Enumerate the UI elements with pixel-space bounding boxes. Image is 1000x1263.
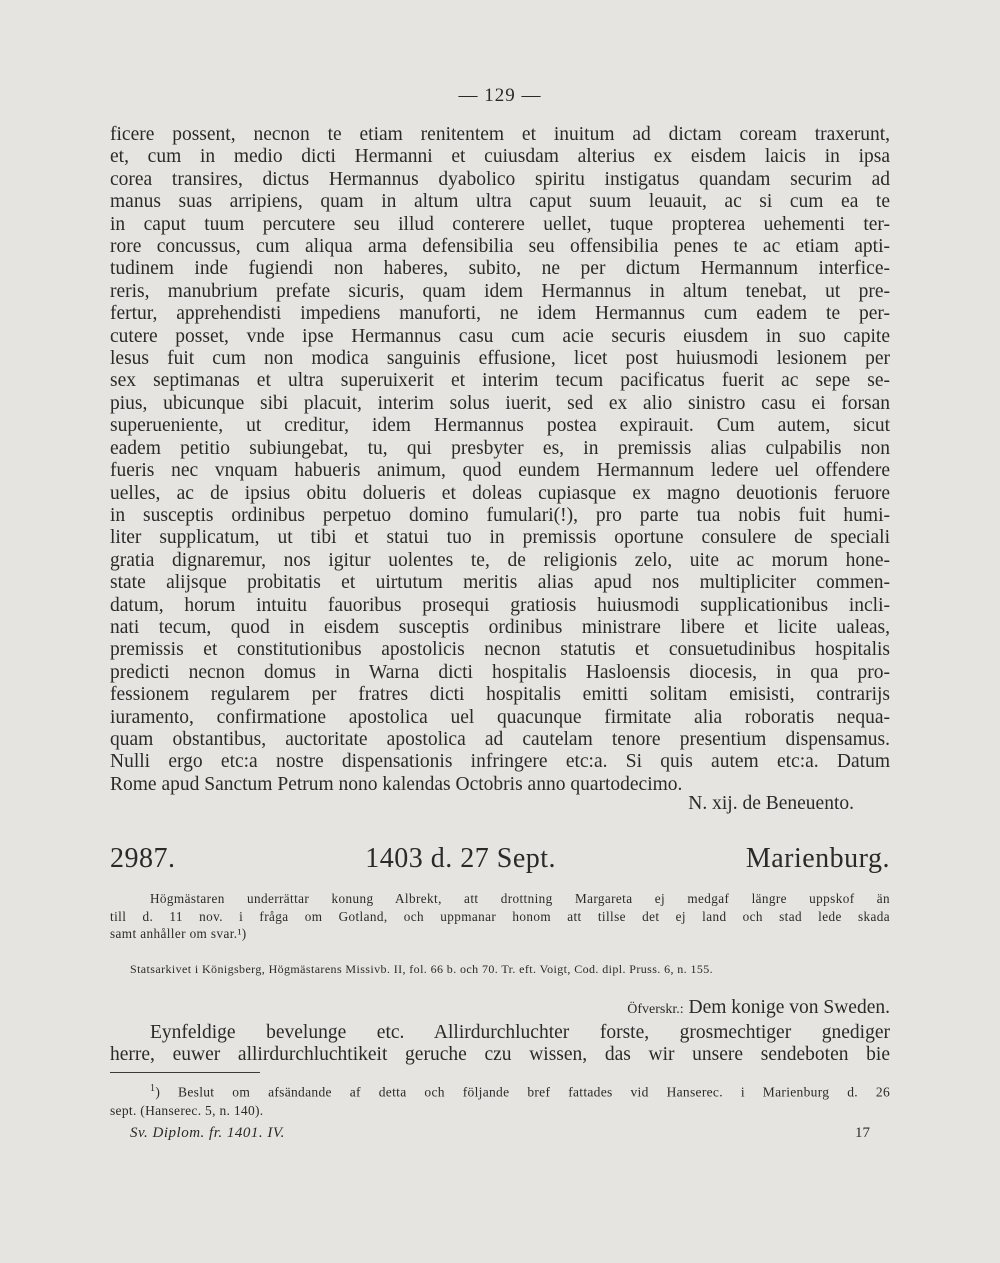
document-number: 2987. (110, 843, 176, 874)
main-latin-text (110, 124, 890, 796)
text-line: eadem petitio subiungebat, tu, qui presbyter es, in premissis alias culpabilis non (110, 437, 890, 459)
text-line: Nulli ergo etc:a nostre dispensationis infringere etc:a. Si quis autem etc:a. Datum (110, 751, 890, 773)
text-line: nati tecum, quod in eisdem susceptis ordinibus ministrare libere et licite ualeas, (110, 616, 890, 638)
text-line: sex septimanas et ultra superuixerit et interim tecum pacificatus fuerit ac sepe se- (110, 370, 890, 392)
page-footer (130, 1125, 870, 1142)
text-line: iuramento, confirmatione apostolica uel quacunque firmitate alia roboratis nequa- (110, 706, 890, 728)
text-line: fertur, apprehendisti impediens manuforti, ne idem Hermannus cum eadem te per- (110, 303, 890, 325)
text-line: superueniente, ut creditur, idem Hermannus postea expirauit. Cum autem, sicut (110, 415, 890, 437)
text-line: Eynfeldige bevelunge etc. Allirdurchluchter forste, grosmechtiger gnediger (150, 1022, 890, 1043)
text-line: corea transires, dictus Hermannus dyabolico spiritu instigatus quandam securim ad (110, 168, 890, 190)
text-line: ficere possent, necnon te etiam renitentem et inuitum ad dictam coream traxerunt, (110, 124, 890, 145)
addressee-prefix: Öfverskr.: (627, 1002, 684, 1017)
text-line: fueris nec vnquam habueris animum, quod eundem Hermannum ledere uel offendere (110, 460, 890, 482)
text-line: manus suas arripiens, quam in altum ultra caput suum leuauit, ac si cum ea te (110, 191, 890, 213)
footnote (110, 1080, 890, 1120)
page-number: — 129 — (458, 85, 542, 106)
text-line: quam obstantibus, auctoritate apostolica ad cautelam tenore presentium dispensamus. (110, 728, 890, 750)
summary-line: Högmästaren underrättar konung Albrekt, att drottning Margareta ej medgaf längre uppskof än (150, 891, 890, 906)
text-line: uelles, ac de ipsius obitu dolueris et doleas cupiasque ex magno deuotionis feruore (110, 482, 890, 504)
summary-line: samt anhåller om svar.¹) (110, 926, 247, 941)
footnote-text: ) Beslut om afsändande af detta och följande bref fattades vid Hanserec. i Marienburg d. 26 (155, 1084, 890, 1100)
text-line: premissis et constitutionibus apostolicis necnon statutis et consuetudinibus hospitalis (110, 639, 890, 661)
summary-line: till d. 11 nov. i fråga om Gotland, och uppmanar honom att tillse det ej land och stad lede skada (110, 908, 890, 924)
text-line: cutere posset, vnde ipse Hermannus casu cum acie securis eiusdem in suo capite (110, 325, 890, 347)
footnote-divider (110, 1072, 260, 1073)
text-line: herre, euwer allirdurchluchtikeit geruche czu wissen, das wir unsere sendeboten bie (110, 1044, 890, 1066)
text-line: et, cum in medio dicti Hermanni et cuiusdam alterius ex eisdem laicis in ipsa (110, 146, 890, 168)
text-line: in caput tuum percutere seu illud conterere uellet, tuque propterea uehementi ter- (110, 213, 890, 235)
text-line: state alijsque probitatis et uirtutum meritis alias apud nos multipliciter commen- (110, 572, 890, 594)
footnote-line: sept. (Hanserec. 5, n. 140). (110, 1102, 264, 1118)
footnote-marker: 1 (150, 1083, 156, 1094)
text-line: fessionem regularem per fratres dicti hospitalis emitti solitam emisisti, contrarijs (110, 684, 890, 706)
text-line: datum, horum intuitu fauoribus prosequi gratiosis huiusmodi supplicationibus incli- (110, 594, 890, 616)
letter-text (110, 1022, 890, 1067)
printer-signature: Sv. Diplom. fr. 1401. IV. (130, 1125, 285, 1141)
document-date: 1403 d. 27 Sept. (365, 843, 557, 874)
text-line: pius, ubicunque sibi placuit, interim solus iuerit, sed ex alio sinistro casu ei forsan (110, 392, 890, 414)
source-reference: Statsarkivet i Königsberg, Högmästarens Missivb. II, fol. 66 b. och 70. Tr. eft. Voigt, Cod. dipl. Pruss. 6, n. 155. (130, 962, 714, 976)
addressee-text: Dem konige von Sweden. (688, 997, 890, 1018)
text-line: tudinem inde fugiendi non haberes, subito, ne per dictum Hermannum interfice- (110, 258, 890, 280)
footnote-line (110, 1080, 890, 1102)
sheet-number: 17 (855, 1125, 870, 1141)
text-line: in susceptis ordinibus perpetuo domino fumulari(!), pro parte tua nobis fuit humi- (110, 504, 890, 526)
text-line: reris, manubrium prefate sicuris, quam idem Hermannus in altum tenebat, ut pre- (110, 280, 890, 302)
document-summary (110, 890, 890, 943)
document-place: Marienburg. (745, 843, 890, 874)
text-line: liter supplicatum, ut tibi et statui tuo in premissis oportune consulere de speciali (110, 527, 890, 549)
document-header (110, 843, 890, 875)
addressee (627, 997, 890, 1019)
text-line: gratia dignaremur, nos igitur uolentes te, de religionis zelo, uite ac morum hone- (110, 549, 890, 571)
chancery-signature: N. xij. de Beneuento. (688, 793, 854, 814)
text-line: predicti necnon domus in Warna dicti hospitalis Hasloensis diocesis, in qua pro- (110, 661, 890, 683)
text-line: rore concussus, cum aliqua arma defensibilia seu offensibilia penes te ac etiam apti- (110, 236, 890, 258)
text-line: Rome apud Sanctum Petrum nono kalendas Octobris anno quartodecimo. (110, 773, 683, 795)
text-line: lesus fuit cum non modica sanguinis effusione, licet post huiusmodi lesionem per (110, 348, 890, 370)
